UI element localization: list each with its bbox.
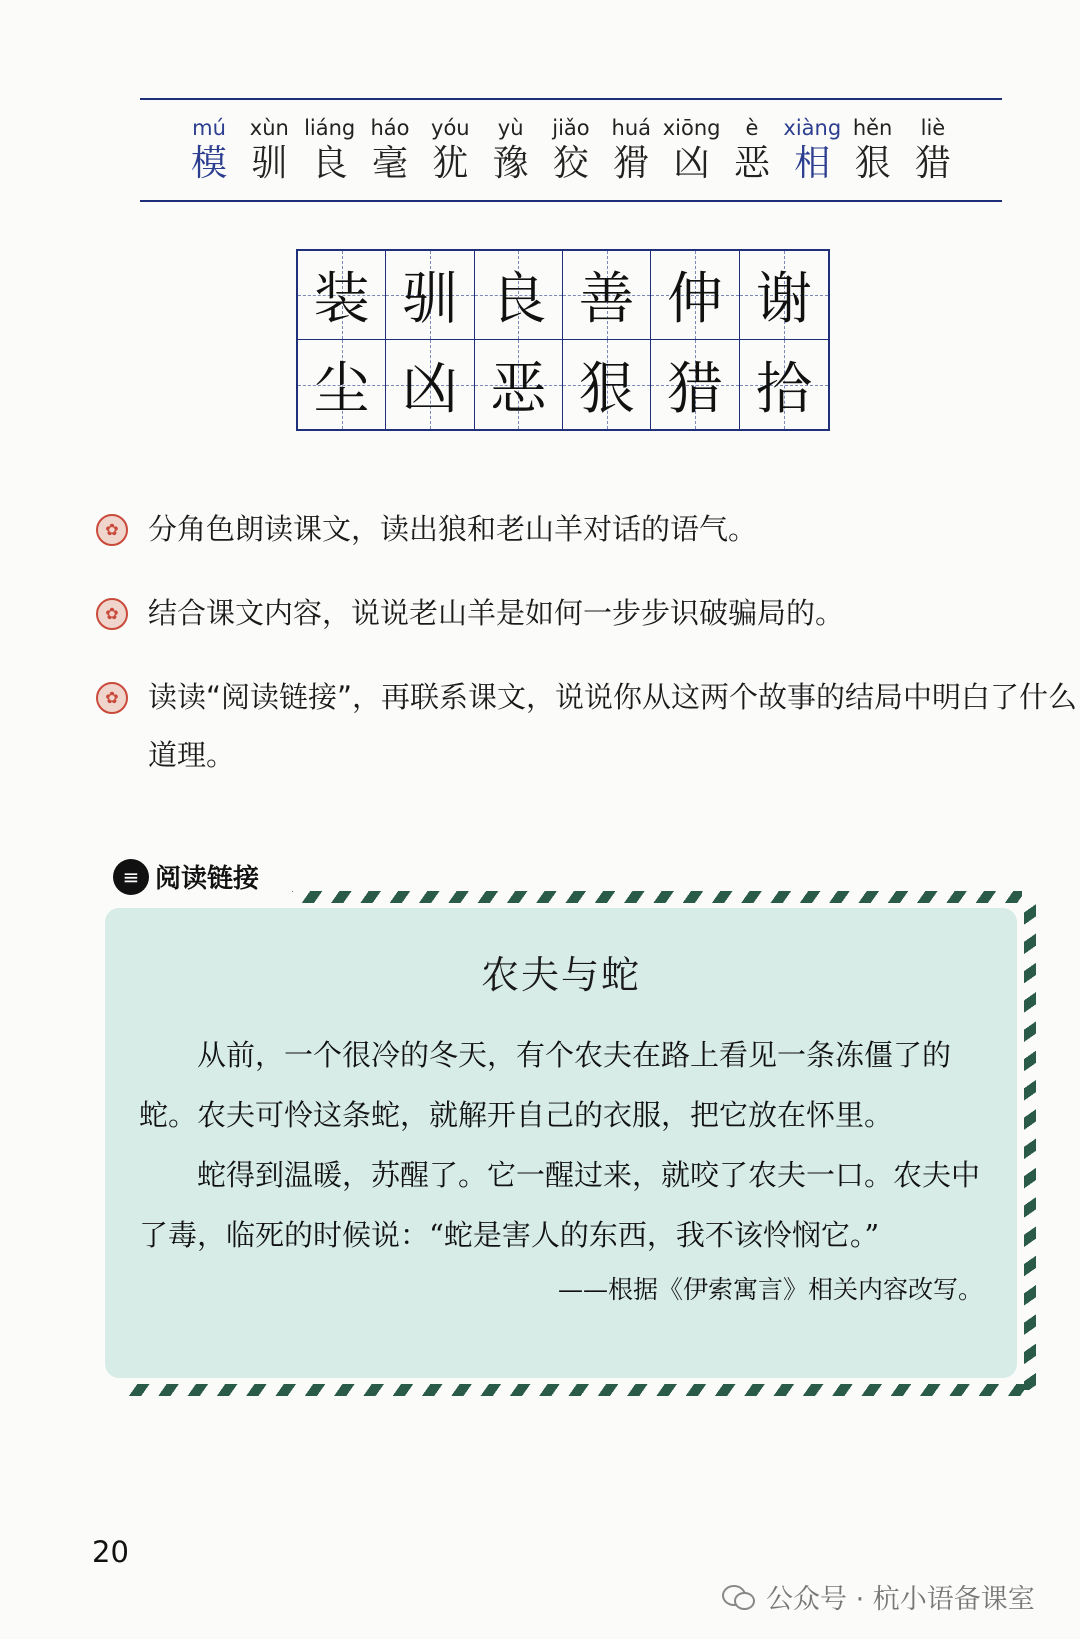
question-2 [96, 592, 1048, 642]
vocab-hanzi: 凶 [673, 143, 710, 184]
writing-cell [475, 251, 563, 340]
vocab-pinyin: xiàng [783, 116, 842, 140]
writing-character: 良 [490, 267, 547, 332]
vocab-hanzi: 猎 [914, 143, 951, 184]
reading-link-label: 阅读链接 [155, 864, 260, 894]
reading-link-header [113, 858, 259, 895]
vocab-pinyin: yù [497, 116, 524, 140]
writing-character: 尘 [313, 356, 370, 422]
writing-cell [298, 340, 386, 429]
writing-character: 驯 [401, 267, 458, 332]
writing-character: 恶 [490, 356, 547, 422]
writing-cell [740, 340, 828, 429]
vocab-pinyin: liè [920, 116, 946, 140]
vocab-hanzi: 毫 [371, 143, 408, 184]
writing-character: 伸 [666, 267, 723, 332]
vocab-pinyin: liáng [304, 116, 356, 140]
vocab-pinyin: xùn [249, 116, 289, 140]
story-title: 农夫与蛇 [480, 953, 641, 997]
seal-icon: ✿ [96, 682, 128, 714]
story-paragraph: 蛇得到温暖，苏醒了。它一醒过来，就咬了农夫一口。农夫中了毒，临死的时候说：“蛇是害人的东西，我不该怜悯它。” [139, 1158, 981, 1252]
writing-character: 拾 [755, 356, 812, 422]
vocab-hanzi: 模 [190, 143, 227, 184]
seal-icon: ✿ [96, 598, 128, 630]
vocab-item [482, 114, 540, 186]
writing-cell [298, 251, 386, 340]
writing-character: 猎 [666, 356, 723, 422]
page-number: 20 [92, 1535, 129, 1569]
vocab-hanzi: 猾 [613, 143, 650, 184]
vocab-hanzi: 豫 [492, 143, 529, 184]
writing-cell [740, 251, 828, 340]
dashed-border-top [292, 891, 1022, 903]
vocab-item [180, 114, 238, 186]
vocabulary-bar [140, 98, 1002, 202]
writing-character: 谢 [755, 267, 812, 332]
writing-cell [386, 340, 474, 429]
question-text: 分角色朗读课文，读出狼和老山羊对话的语气。 [148, 512, 758, 546]
vocab-item [844, 114, 902, 186]
vocab-pinyin: yóu [431, 116, 470, 140]
writing-character: 装 [313, 267, 370, 332]
vocab-hanzi: 狡 [552, 143, 589, 184]
vocab-pinyin: mú [192, 116, 226, 140]
vocab-pinyin: xiōng [662, 116, 721, 140]
vocab-hanzi: 恶 [733, 143, 770, 184]
vocab-item [602, 114, 660, 186]
vocab-hanzi: 驯 [251, 143, 288, 184]
watermark-text: 公众号 · 杭小语备课室 [766, 1584, 1035, 1615]
vocab-hanzi: 相 [794, 143, 831, 184]
vocab-item [904, 114, 962, 186]
seal-icon: ✿ [96, 514, 128, 546]
writing-cell [651, 340, 739, 429]
writing-cell [475, 340, 563, 429]
vocab-item [421, 114, 479, 186]
vocab-item [361, 114, 419, 186]
vocabulary-row [180, 114, 962, 186]
writing-cell [563, 340, 651, 429]
writing-cell [386, 251, 474, 340]
dashed-border-right [1024, 900, 1036, 1390]
watermark [722, 1577, 1035, 1616]
question-text: 结合课文内容，说说老山羊是如何一步步识破骗局的。 [148, 596, 845, 630]
question-1 [96, 508, 1048, 558]
writing-cell [563, 251, 651, 340]
writing-cell [651, 251, 739, 340]
vocab-pinyin: hěn [852, 116, 893, 140]
vocab-item [301, 114, 359, 186]
vocab-item [240, 114, 298, 186]
vocab-item [723, 114, 781, 186]
question-text: 读读“阅读链接”，再联系课文，说说你从这两个故事的结局中明白了什么道理。 [148, 680, 1078, 772]
writing-character: 凶 [401, 356, 458, 422]
writing-character: 善 [578, 267, 635, 332]
wechat-icon [722, 1583, 756, 1611]
vocab-hanzi: 狠 [854, 143, 891, 184]
story-box [105, 908, 1017, 1378]
dashed-border-bottom [125, 1384, 1025, 1396]
character-writing-grid [296, 249, 830, 431]
writing-character: 狠 [578, 356, 635, 422]
vocab-item [663, 114, 721, 186]
vocab-pinyin: è [745, 116, 759, 140]
vocab-pinyin: háo [370, 116, 410, 140]
question-3 [96, 676, 1078, 784]
vocab-hanzi: 良 [311, 143, 348, 184]
story-source: ——根据《伊索寓言》相关内容改写。 [557, 1275, 983, 1304]
vocab-hanzi: 犹 [432, 143, 469, 184]
vocab-item [542, 114, 600, 186]
story-paragraph: 从前，一个很冷的冬天，有个农夫在路上看见一条冻僵了的蛇。农夫可怜这条蛇，就解开自己的衣服，把它放在怀里。 [139, 1038, 952, 1132]
vocab-pinyin: huá [611, 116, 652, 140]
vocab-pinyin: jiǎo [552, 116, 590, 140]
vocab-item [783, 114, 841, 186]
book-icon: ≡ [113, 859, 149, 895]
